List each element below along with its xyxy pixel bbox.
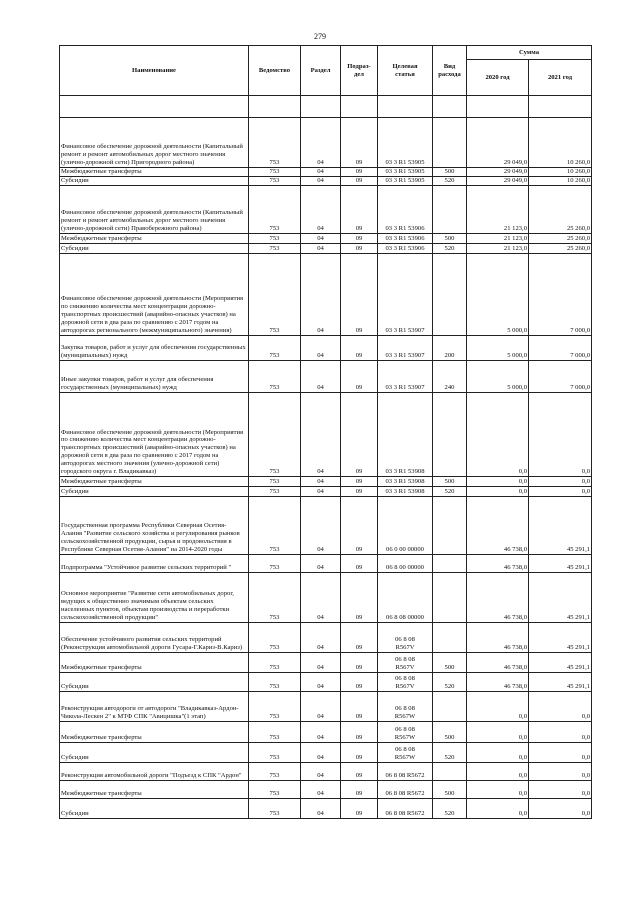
row-section: 04 bbox=[301, 763, 341, 781]
row-expense-type: 500 bbox=[433, 722, 467, 743]
row-expense-type: 240 bbox=[433, 361, 467, 393]
row-expense-type: 500 bbox=[433, 168, 467, 177]
table-row bbox=[60, 118, 592, 168]
row-value-2020: 46 738,0 bbox=[467, 555, 529, 573]
row-value-2021: 0,0 bbox=[529, 477, 592, 487]
row-expense-type: 500 bbox=[433, 477, 467, 487]
row-target: 03 3 R1 53908 bbox=[378, 393, 433, 477]
row-value-2021: 7 000,0 bbox=[529, 336, 592, 361]
row-target: 06 8 08 R567W bbox=[378, 743, 433, 763]
row-section: 04 bbox=[301, 254, 341, 336]
header-target: Целевая статья bbox=[378, 46, 433, 96]
page-number: 279 bbox=[314, 32, 326, 41]
row-subsection: 09 bbox=[341, 234, 378, 244]
row-value-2020: 46 738,0 bbox=[467, 573, 529, 623]
row-value-2020: 21 123,0 bbox=[467, 186, 529, 234]
row-expense-type bbox=[433, 393, 467, 477]
row-target: 06 8 00 00000 bbox=[378, 555, 433, 573]
row-value-2021: 7 000,0 bbox=[529, 361, 592, 393]
header-expense-type: Вид расхода bbox=[433, 46, 467, 96]
row-subsection: 09 bbox=[341, 781, 378, 799]
row-name: Межбюджетные трансферты bbox=[60, 653, 249, 673]
row-subsection: 09 bbox=[341, 722, 378, 743]
row-value-2020: 46 738,0 bbox=[467, 653, 529, 673]
row-ministry: 753 bbox=[249, 393, 301, 477]
row-value-2021: 45 291,1 bbox=[529, 623, 592, 653]
row-section: 04 bbox=[301, 168, 341, 177]
row-name: Обеспечение устойчивого развития сельских территорий (Реконструкция автомобильной дороги Гусара-Г.Кариз-В.Кариз) bbox=[60, 623, 249, 653]
row-subsection: 09 bbox=[341, 244, 378, 254]
table-row bbox=[60, 692, 592, 722]
table-row bbox=[60, 393, 592, 477]
table-row bbox=[60, 763, 592, 781]
row-expense-type: 520 bbox=[433, 799, 467, 819]
row-value-2021: 45 291,1 bbox=[529, 673, 592, 692]
table-row bbox=[60, 673, 592, 692]
row-value-2020: 46 738,0 bbox=[467, 673, 529, 692]
row-name: Реконструкция автодороги от автодороги "Владикавказ-Ардон-Чикола-Лескен 2" к МТФ СПК "Авицишка"(1 этап) bbox=[60, 692, 249, 722]
table-row bbox=[60, 497, 592, 555]
row-expense-type: 520 bbox=[433, 487, 467, 497]
row-subsection: 09 bbox=[341, 254, 378, 336]
row-section: 04 bbox=[301, 623, 341, 653]
row-subsection: 09 bbox=[341, 186, 378, 234]
row-expense-type bbox=[433, 555, 467, 573]
row-name: Межбюджетные трансферты bbox=[60, 477, 249, 487]
table-row bbox=[60, 186, 592, 234]
row-name: Закупка товаров, работ и услуг для обеспечения государственных (муниципальных) нужд bbox=[60, 336, 249, 361]
row-name: Финансовое обеспечение дорожной деятельности (Капитальный ремонт и ремонт автомобильных дорог местного значения (улично-дорожной сети) Правобережного района) bbox=[60, 186, 249, 234]
row-value-2020: 29 049,0 bbox=[467, 177, 529, 186]
row-value-2020: 0,0 bbox=[467, 722, 529, 743]
row-subsection: 09 bbox=[341, 497, 378, 555]
row-target: 06 8 08 R567W bbox=[378, 722, 433, 743]
row-target: 03 3 R1 53907 bbox=[378, 254, 433, 336]
row-value-2021: 10 260,0 bbox=[529, 168, 592, 177]
row-section: 04 bbox=[301, 722, 341, 743]
row-value-2020: 21 123,0 bbox=[467, 244, 529, 254]
row-ministry: 753 bbox=[249, 722, 301, 743]
row-subsection: 09 bbox=[341, 487, 378, 497]
row-value-2020: 5 000,0 bbox=[467, 361, 529, 393]
spacer-row bbox=[60, 96, 592, 118]
row-section: 04 bbox=[301, 673, 341, 692]
row-name: Иные закупки товаров, работ и услуг для обеспечения государственных (муниципальных) нужд bbox=[60, 361, 249, 393]
row-name: Межбюджетные трансферты bbox=[60, 722, 249, 743]
row-ministry: 753 bbox=[249, 477, 301, 487]
row-ministry: 753 bbox=[249, 743, 301, 763]
row-section: 04 bbox=[301, 743, 341, 763]
row-value-2021: 0,0 bbox=[529, 799, 592, 819]
table-row bbox=[60, 477, 592, 487]
row-section: 04 bbox=[301, 692, 341, 722]
row-ministry: 753 bbox=[249, 692, 301, 722]
table-row bbox=[60, 722, 592, 743]
row-target: 06 8 08 00000 bbox=[378, 573, 433, 623]
row-section: 04 bbox=[301, 781, 341, 799]
row-name: Подпрограмма "Устойчивое развитие сельских территорий " bbox=[60, 555, 249, 573]
header-name: Наименование bbox=[60, 46, 249, 96]
row-value-2020: 29 049,0 bbox=[467, 168, 529, 177]
row-section: 04 bbox=[301, 393, 341, 477]
row-ministry: 753 bbox=[249, 673, 301, 692]
header-2020: 2020 год bbox=[467, 60, 529, 96]
row-name: Субсидии bbox=[60, 244, 249, 254]
row-section: 04 bbox=[301, 487, 341, 497]
row-expense-type bbox=[433, 692, 467, 722]
row-ministry: 753 bbox=[249, 799, 301, 819]
table-row bbox=[60, 555, 592, 573]
row-ministry: 753 bbox=[249, 336, 301, 361]
row-subsection: 09 bbox=[341, 623, 378, 653]
row-name: Финансовое обеспечение дорожной деятельности (Мероприятия по снижению количества мест концентрации дорожно-транспортных происшествий (аварийно-опасных участков) на дорожной сети в два раза по сравнению с 2017 годом на автодорогах регионального (межмуниципального) значения) bbox=[60, 254, 249, 336]
table-row bbox=[60, 573, 592, 623]
row-subsection: 09 bbox=[341, 692, 378, 722]
row-target: 03 3 R1 53906 bbox=[378, 234, 433, 244]
row-subsection: 09 bbox=[341, 653, 378, 673]
row-expense-type: 520 bbox=[433, 244, 467, 254]
row-value-2020: 0,0 bbox=[467, 743, 529, 763]
row-value-2021: 25 260,0 bbox=[529, 244, 592, 254]
row-section: 04 bbox=[301, 497, 341, 555]
row-value-2021: 25 260,0 bbox=[529, 234, 592, 244]
row-ministry: 753 bbox=[249, 177, 301, 186]
row-section: 04 bbox=[301, 477, 341, 487]
row-value-2021: 25 260,0 bbox=[529, 186, 592, 234]
row-subsection: 09 bbox=[341, 555, 378, 573]
row-target: 03 3 R1 53908 bbox=[378, 477, 433, 487]
row-subsection: 09 bbox=[341, 743, 378, 763]
row-value-2021: 0,0 bbox=[529, 781, 592, 799]
row-section: 04 bbox=[301, 653, 341, 673]
row-name: Межбюджетные трансферты bbox=[60, 781, 249, 799]
table-row bbox=[60, 781, 592, 799]
row-target: 03 3 R1 53905 bbox=[378, 177, 433, 186]
row-ministry: 753 bbox=[249, 555, 301, 573]
row-ministry: 753 bbox=[249, 573, 301, 623]
row-expense-type: 500 bbox=[433, 653, 467, 673]
row-expense-type: 520 bbox=[433, 673, 467, 692]
row-name: Реконструкция автомобильной дороги "Подъезд к СПК "Ардон" bbox=[60, 763, 249, 781]
table-row bbox=[60, 361, 592, 393]
row-ministry: 753 bbox=[249, 763, 301, 781]
row-value-2020: 29 049,0 bbox=[467, 118, 529, 168]
row-ministry: 753 bbox=[249, 623, 301, 653]
row-target: 03 3 R1 53907 bbox=[378, 361, 433, 393]
row-ministry: 753 bbox=[249, 361, 301, 393]
header-sum: Сумма bbox=[467, 46, 592, 60]
row-value-2020: 5 000,0 bbox=[467, 336, 529, 361]
row-subsection: 09 bbox=[341, 168, 378, 177]
row-ministry: 753 bbox=[249, 781, 301, 799]
row-section: 04 bbox=[301, 186, 341, 234]
row-target: 06 8 08 R5672 bbox=[378, 799, 433, 819]
row-value-2020: 0,0 bbox=[467, 393, 529, 477]
row-section: 04 bbox=[301, 555, 341, 573]
row-target: 06 8 08 R567V bbox=[378, 653, 433, 673]
row-value-2021: 0,0 bbox=[529, 692, 592, 722]
header-subsection: Подраз- дел bbox=[341, 46, 378, 96]
row-ministry: 753 bbox=[249, 186, 301, 234]
row-subsection: 09 bbox=[341, 573, 378, 623]
row-section: 04 bbox=[301, 244, 341, 254]
row-expense-type bbox=[433, 186, 467, 234]
row-name: Субсидии bbox=[60, 743, 249, 763]
row-target: 03 3 R1 53907 bbox=[378, 336, 433, 361]
row-target: 06 0 00 00000 bbox=[378, 497, 433, 555]
row-subsection: 09 bbox=[341, 799, 378, 819]
row-target: 06 8 08 R567V bbox=[378, 623, 433, 653]
table-row bbox=[60, 234, 592, 244]
row-subsection: 09 bbox=[341, 393, 378, 477]
row-name: Межбюджетные трансферты bbox=[60, 234, 249, 244]
row-expense-type bbox=[433, 497, 467, 555]
row-section: 04 bbox=[301, 177, 341, 186]
row-value-2020: 46 738,0 bbox=[467, 623, 529, 653]
row-target: 03 3 R1 53905 bbox=[378, 118, 433, 168]
row-expense-type bbox=[433, 254, 467, 336]
row-section: 04 bbox=[301, 799, 341, 819]
table-row bbox=[60, 168, 592, 177]
row-subsection: 09 bbox=[341, 361, 378, 393]
row-value-2021: 10 260,0 bbox=[529, 118, 592, 168]
table-row bbox=[60, 743, 592, 763]
row-target: 06 8 08 R5672 bbox=[378, 763, 433, 781]
header-section: Раздел bbox=[301, 46, 341, 96]
row-expense-type bbox=[433, 573, 467, 623]
row-target: 03 3 R1 53906 bbox=[378, 186, 433, 234]
table-body bbox=[60, 96, 592, 819]
row-value-2020: 46 738,0 bbox=[467, 497, 529, 555]
table-row bbox=[60, 799, 592, 819]
row-value-2020: 0,0 bbox=[467, 799, 529, 819]
row-value-2021: 0,0 bbox=[529, 393, 592, 477]
row-name: Субсидии bbox=[60, 799, 249, 819]
row-ministry: 753 bbox=[249, 487, 301, 497]
row-name: Субсидии bbox=[60, 673, 249, 692]
row-value-2021: 7 000,0 bbox=[529, 254, 592, 336]
row-name: Субсидии bbox=[60, 177, 249, 186]
row-section: 04 bbox=[301, 361, 341, 393]
row-ministry: 753 bbox=[249, 653, 301, 673]
row-ministry: 753 bbox=[249, 118, 301, 168]
row-value-2021: 45 291,1 bbox=[529, 497, 592, 555]
table-row bbox=[60, 487, 592, 497]
row-subsection: 09 bbox=[341, 336, 378, 361]
row-value-2020: 5 000,0 bbox=[467, 254, 529, 336]
row-value-2020: 0,0 bbox=[467, 477, 529, 487]
row-value-2021: 45 291,1 bbox=[529, 653, 592, 673]
row-subsection: 09 bbox=[341, 177, 378, 186]
row-ministry: 753 bbox=[249, 497, 301, 555]
row-expense-type: 520 bbox=[433, 743, 467, 763]
row-expense-type bbox=[433, 623, 467, 653]
row-subsection: 09 bbox=[341, 673, 378, 692]
row-subsection: 09 bbox=[341, 118, 378, 168]
row-section: 04 bbox=[301, 234, 341, 244]
row-target: 03 3 R1 53905 bbox=[378, 168, 433, 177]
row-target: 06 8 08 R567W bbox=[378, 692, 433, 722]
table-row bbox=[60, 336, 592, 361]
row-target: 06 8 08 R5672 bbox=[378, 781, 433, 799]
row-name: Финансовое обеспечение дорожной деятельности (Капитальный ремонт и ремонт автомобильных дорог местного значения (улично-дорожной сети) Пригородного района) bbox=[60, 118, 249, 168]
row-expense-type bbox=[433, 118, 467, 168]
row-value-2021: 0,0 bbox=[529, 487, 592, 497]
row-section: 04 bbox=[301, 336, 341, 361]
row-expense-type: 520 bbox=[433, 177, 467, 186]
row-ministry: 753 bbox=[249, 254, 301, 336]
row-expense-type bbox=[433, 763, 467, 781]
row-name: Государственная программа Республики Северная Осетия-Алания "Развитие сельского хозяйства и регулирования рынков сельскохозяйственной продукции, сырья и продовольствия в Республике Северная Осетия-Алания" на 2014-2020 годы bbox=[60, 497, 249, 555]
row-section: 04 bbox=[301, 118, 341, 168]
header-ministry: Ведомство bbox=[249, 46, 301, 96]
row-target: 03 3 R1 53908 bbox=[378, 487, 433, 497]
row-expense-type: 500 bbox=[433, 781, 467, 799]
row-section: 04 bbox=[301, 573, 341, 623]
row-value-2020: 0,0 bbox=[467, 692, 529, 722]
budget-table bbox=[59, 45, 592, 819]
row-subsection: 09 bbox=[341, 477, 378, 487]
row-target: 06 8 08 R567V bbox=[378, 673, 433, 692]
row-subsection: 09 bbox=[341, 763, 378, 781]
row-name: Финансовое обеспечение дорожной деятельности (Мероприятия по снижению количества мест концентрации дорожно-транспортных происшествий (аварийно-опасных участков) на дорожной сети в два раза по сравнению с 2017 годом на автодорогах местного значения (улично-дорожной сети) городского округа г. Владикавказ) bbox=[60, 393, 249, 477]
row-value-2020: 0,0 bbox=[467, 781, 529, 799]
row-name: Основное мероприятие "Развитие сети автомобильных дорог, ведущих к общественно значимым объектам сельских населенных пунктов, объектам производства и переработки сельскохозяйственной продукции" bbox=[60, 573, 249, 623]
row-value-2021: 0,0 bbox=[529, 763, 592, 781]
row-value-2021: 0,0 bbox=[529, 722, 592, 743]
row-ministry: 753 bbox=[249, 234, 301, 244]
row-value-2021: 0,0 bbox=[529, 743, 592, 763]
row-expense-type: 200 bbox=[433, 336, 467, 361]
row-value-2021: 45 291,1 bbox=[529, 573, 592, 623]
row-value-2020: 0,0 bbox=[467, 763, 529, 781]
row-value-2021: 10 260,0 bbox=[529, 177, 592, 186]
row-expense-type: 500 bbox=[433, 234, 467, 244]
row-ministry: 753 bbox=[249, 244, 301, 254]
row-value-2021: 45 291,1 bbox=[529, 555, 592, 573]
table-row bbox=[60, 653, 592, 673]
row-value-2020: 21 123,0 bbox=[467, 234, 529, 244]
table-row bbox=[60, 244, 592, 254]
row-name: Субсидии bbox=[60, 487, 249, 497]
table-row bbox=[60, 254, 592, 336]
row-name: Межбюджетные трансферты bbox=[60, 168, 249, 177]
row-ministry: 753 bbox=[249, 168, 301, 177]
table-row bbox=[60, 177, 592, 186]
table-row bbox=[60, 623, 592, 653]
row-target: 03 3 R1 53906 bbox=[378, 244, 433, 254]
header-2021: 2021 год bbox=[529, 60, 592, 96]
row-value-2020: 0,0 bbox=[467, 487, 529, 497]
